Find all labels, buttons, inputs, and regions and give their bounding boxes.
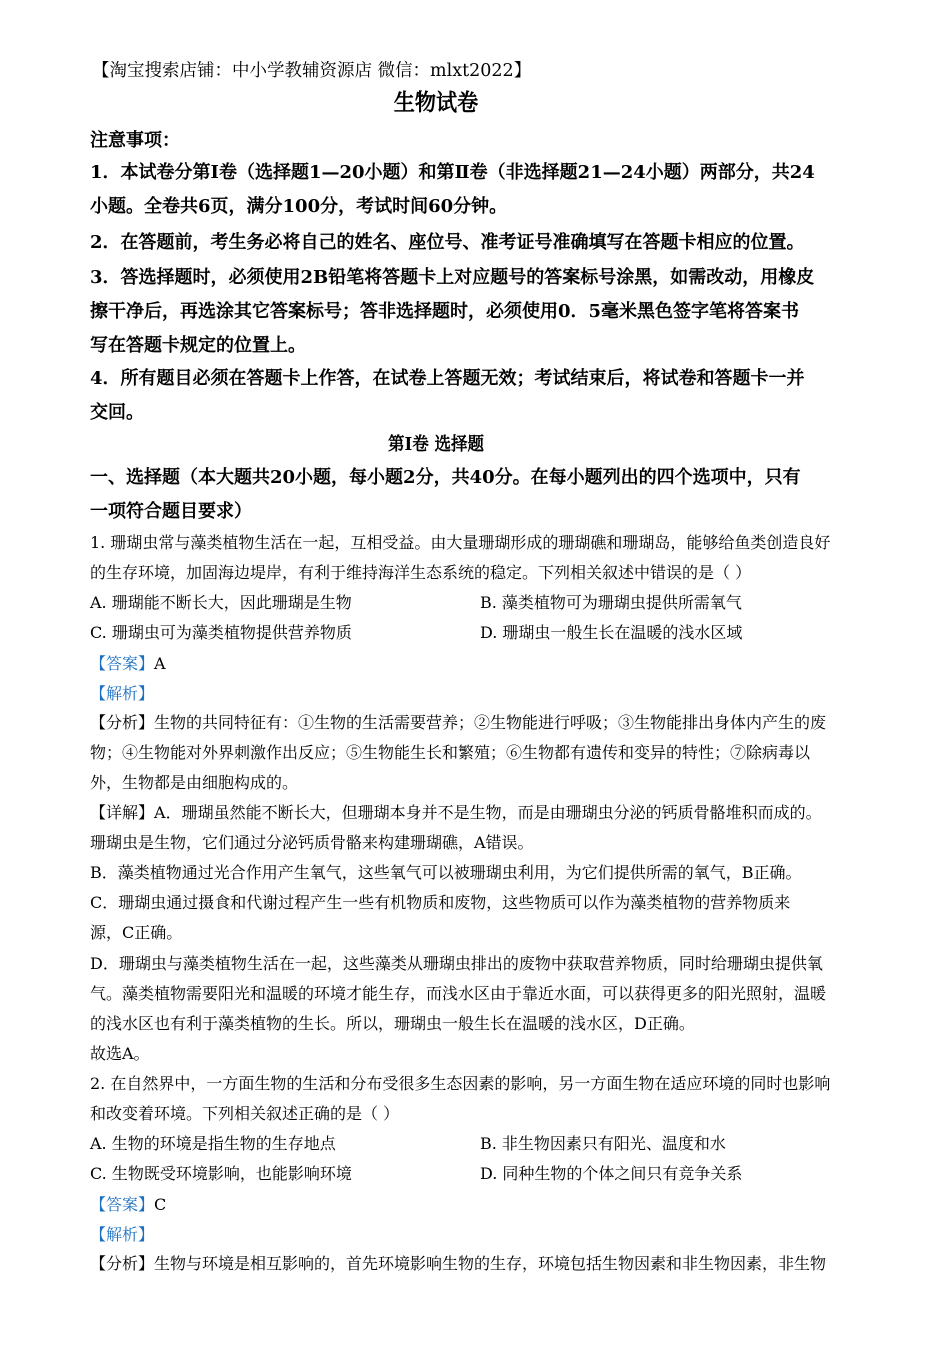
xiangjie-text: C．珊瑚虫通过摄食和代谢过程产生一些有机物质和废物，这些物质可以作为藻类植物的营养物质来	[90, 893, 791, 912]
notice-line: 3．答选择题时，必须使用2B铅笔将答题卡上对应题号的答案标号涂黑，如需改动，用橡皮	[90, 267, 815, 288]
xiangjie-label: 【详解】	[90, 803, 155, 822]
header-note: 【淘宝搜索店铺：中小学教辅资源店 微信：mlxt2022】	[92, 61, 532, 81]
xiangjie-text: D．珊瑚虫与藻类植物生活在一起，这些藻类从珊瑚虫排出的废物中获取营养物质，同时给珊瑚虫提供氧	[90, 954, 823, 973]
xiangjie-text: 气。藻类植物需要阳光和温暖的环境才能生存，而浅水区由于靠近水面，可以获得更多的阳光照射，温暖	[90, 984, 827, 1003]
answer-value: C	[154, 1195, 167, 1214]
option-a: A. 生物的环境是指生物的生存地点	[90, 1134, 336, 1153]
option-b: B. 非生物因素只有阳光、温度和水	[480, 1134, 726, 1153]
part-heading: 一、选择题（本大题共20小题，每小题2分，共40分。在每小题列出的四个选项中，只有	[90, 467, 801, 488]
xiangjie-text: A．珊瑚虽然能不断长大，但珊瑚本身并不是生物，而是由珊瑚虫分泌的钙质骨骼堆积而成的。	[154, 803, 822, 822]
option-d: D. 珊瑚虫一般生长在温暖的浅水区域	[480, 623, 743, 642]
option-c: C. 珊瑚虫可为藻类植物提供营养物质	[90, 623, 352, 642]
xiangjie-text: 源，C正确。	[90, 923, 183, 942]
analysis-label: 【解析】	[90, 1225, 155, 1244]
fenxi-line	[90, 1251, 826, 1274]
notice-line: 擦干净后，再选涂其它答案标号；答非选择题时，必须使用0．5毫米黑色签字笔将答案书	[90, 301, 800, 322]
fenxi-text: 物；④生物能对外界刺激作出反应；⑤生物能生长和繁殖；⑥生物都有遗传和变异的特性；⑦除病毒以	[90, 743, 811, 762]
notice-line: 2．在答题前，考生务必将自己的姓名、座位号、准考证号准确填写在答题卡相应的位置。	[90, 232, 805, 253]
option-c: C. 生物既受环境影响，也能影响环境	[90, 1164, 352, 1183]
xiangjie-text: 故选A。	[90, 1044, 150, 1063]
notice-heading: 注意事项：	[90, 130, 180, 151]
fenxi-text: 生物的共同特征有：①生物的生活需要营养；②生物能进行呼吸；③生物能排出身体内产生的废	[154, 713, 827, 732]
question-stem: 和改变着环境。下列相关叙述正确的是（ ）	[90, 1104, 400, 1123]
notice-line: 4．所有题目必须在答题卡上作答，在试卷上答题无效；考试结束后，将试卷和答题卡一并	[90, 368, 805, 389]
xiangjie-text: B．藻类植物通过光合作用产生氧气，这些氧气可以被珊瑚虫利用，为它们提供所需的氧气，B正确。	[90, 863, 802, 882]
fenxi-line	[90, 710, 826, 733]
answer-label: 【答案】	[90, 654, 155, 673]
question-stem: 2. 在自然界中，一方面生物的生活和分布受很多生态因素的影响，另一方面生物在适应环境的同时也影响	[90, 1074, 831, 1093]
question-stem: 的生存环境，加固海边堤岸，有利于维持海洋生态系统的稳定。下列相关叙述中错误的是（ ）	[90, 563, 752, 582]
xiangjie-line	[90, 800, 822, 823]
answer-label: 【答案】	[90, 1195, 155, 1214]
xiangjie-text: 的浅水区也有利于藻类植物的生长。所以，珊瑚虫一般生长在温暖的浅水区，D正确。	[90, 1014, 695, 1033]
option-a: A. 珊瑚能不断长大，因此珊瑚是生物	[90, 593, 352, 612]
notice-line: 小题。全卷共6页，满分100分，考试时间60分钟。	[90, 196, 508, 217]
page-title: 生物试卷	[393, 89, 479, 116]
notice-line: 交回。	[90, 402, 144, 423]
section-title: 第Ⅰ卷 选择题	[387, 434, 485, 455]
fenxi-label: 【分析】	[90, 713, 155, 732]
option-d: D. 同种生物的个体之间只有竞争关系	[480, 1164, 743, 1183]
part-heading: 一项符合题目要求）	[90, 501, 252, 522]
fenxi-label: 【分析】	[90, 1254, 155, 1273]
question-stem: 1. 珊瑚虫常与藻类植物生活在一起，互相受益。由大量珊瑚形成的珊瑚礁和珊瑚岛，能够给鱼类创造良好	[90, 533, 831, 552]
answer-line	[90, 1192, 166, 1215]
notice-line: 写在答题卡规定的位置上。	[90, 335, 306, 356]
xiangjie-text: 珊瑚虫是生物，它们通过分泌钙质骨骼来构建珊瑚礁，A错误。	[90, 833, 534, 852]
fenxi-text: 生物与环境是相互影响的，首先环境影响生物的生存，环境包括生物因素和非生物因素，非生物	[154, 1254, 827, 1273]
option-b: B. 藻类植物可为珊瑚虫提供所需氧气	[480, 593, 742, 612]
notice-line: 1．本试卷分第Ⅰ卷（选择题1—20小题）和第Ⅱ卷（非选择题21—24小题）两部分，共24	[90, 162, 815, 183]
fenxi-text: 外，生物都是由细胞构成的。	[90, 773, 299, 792]
answer-line	[90, 651, 166, 674]
analysis-label: 【解析】	[90, 684, 155, 703]
answer-value: A	[154, 654, 166, 673]
